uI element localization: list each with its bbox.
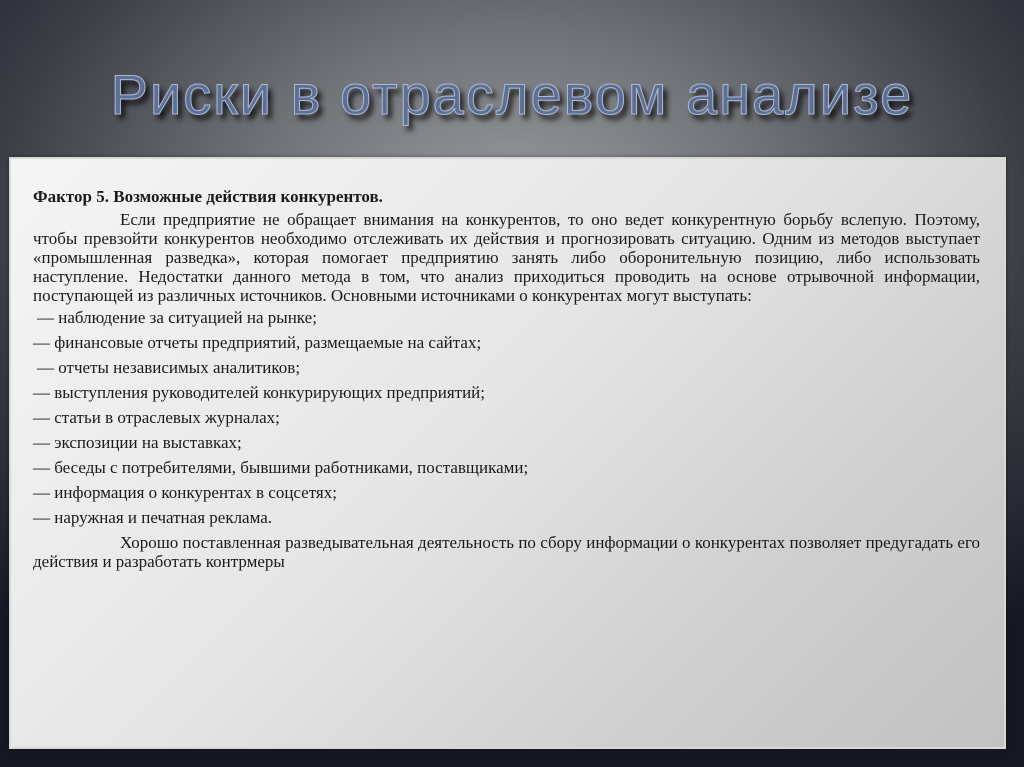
list-item: — выступления руководителей конкурирующих предприятий;: [33, 383, 485, 402]
list-item: — беседы с потребителями, бывшими работниками, поставщиками;: [33, 458, 529, 477]
list-item: — наружная и печатная реклама.: [33, 508, 273, 527]
intro-paragraph: Если предприятие не обращает внимания на конкурентов, то оно ведет конкурентную борьбу вслепую. Поэтому, чтобы превзойти конкурентов необходимо отслеживать их действия и прогнозировать ситуацию. Одним из методов выступает «промышленная разведка», которая помогает предприятию занять либо оборонительную позицию, либо использовать наступление. Недостатки данного метода в том, что анализ приходиться проводить на основе отрывочной информации, поступающей из различных источников. Основными источниками о конкурентах могут выступать:: [33, 210, 980, 305]
conclusion-paragraph: Хорошо поставленная разведывательная деятельность по сбору информации о конкурентах позволяет предугадать его действия и разработать контрмеры: [33, 533, 980, 571]
content-box: [9, 157, 1006, 749]
list-item: — экспозиции на выставках;: [33, 433, 242, 452]
list-item: — информация о конкурентах в соцсетях;: [33, 483, 337, 502]
list-item: — финансовые отчеты предприятий, размещаемые на сайтах;: [33, 333, 482, 352]
sources-list: [33, 308, 980, 527]
factor-heading: Фактор 5. Возможные действия конкурентов.: [33, 187, 383, 206]
list-item: — отчеты независимых аналитиков;: [37, 358, 301, 377]
list-item: — наблюдение за ситуацией на рынке;: [37, 308, 317, 327]
list-item: — статьи в отраслевых журналах;: [33, 408, 280, 427]
slide-title: Риски в отраслевом анализе: [110, 63, 914, 126]
